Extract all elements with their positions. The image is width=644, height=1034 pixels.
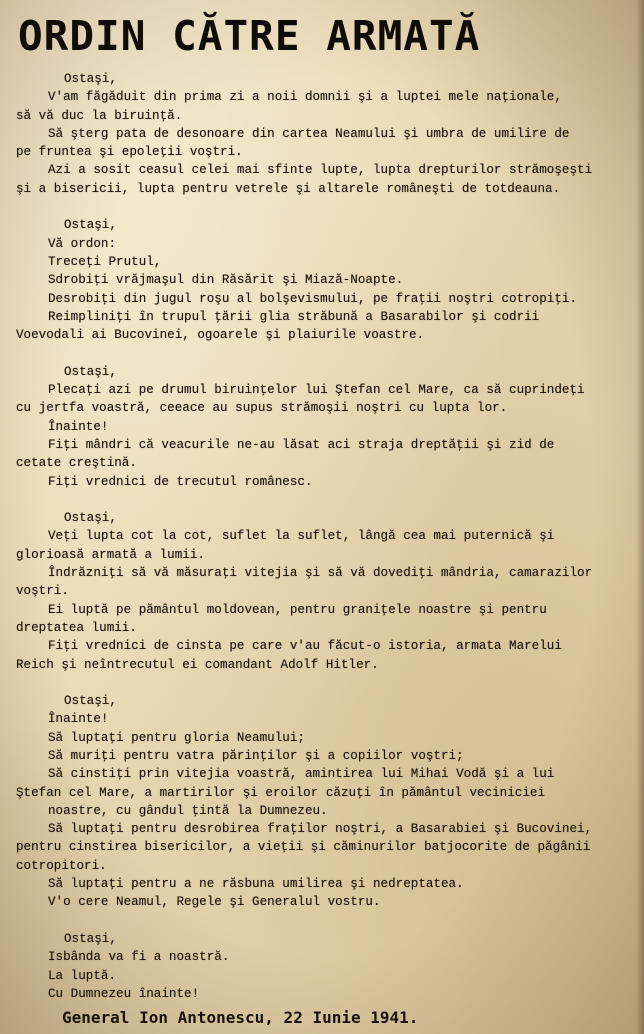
text-line: Să cinstiţi prin vitejia voastră, amintirea lui Mihai Vodă şi a lui — [48, 767, 555, 782]
document-body — [16, 70, 640, 1003]
page-title: ORDIN CĂTRE ARMATĂ — [18, 12, 481, 60]
text-line: Sdrobiţi vrăjmaşul din Răsărit şi Miază-Noapte. — [48, 273, 404, 288]
text-line: Desrobiţi din jugul roşu al bolşevismului, pe fraţii noştri cotropiţi. — [48, 291, 578, 306]
text-line: Cu Dumnezeu înainte! — [48, 986, 200, 1001]
text-line: cetate creştină. — [16, 456, 137, 471]
text-line: La luptă. — [48, 968, 117, 983]
text-line: cotropitori. — [16, 858, 107, 873]
text-line: glorioasă armată a lumii. — [16, 547, 205, 562]
text-line: noastre, cu gândul ţintă la Dumnezeu. — [48, 803, 328, 818]
paragraph — [16, 692, 640, 912]
text-line: Veţi lupta cot la cot, suflet la suflet, lângă cea mai puternică şi — [48, 529, 555, 544]
salutation: Ostaşi, — [64, 72, 117, 86]
text-line: dreptatea lumii. — [16, 620, 137, 635]
text-line: Să luptaţi pentru desrobirea fraţilor noştri, a Basarabiei şi Bucovinei, — [48, 822, 593, 837]
text-line: Să muriţi pentru vatra părinţilor şi a copiilor voştri; — [48, 748, 464, 763]
text-line: pentru cinstirea bisericilor, a vieţii şi căminurilor batjocorite de păgânii — [16, 840, 591, 855]
salutation: Ostaşi, — [64, 511, 117, 526]
text-line: cu jertfa voastră, ceeace au supus strămoşii noştri cu lupta lor. — [16, 401, 508, 416]
text-line: Fiţi vrednici de trecutul românesc. — [48, 474, 313, 489]
text-line: Îndrăzniţi să vă măsuraţi vitejia şi să vă dovediţi mândria, camarazilor — [48, 566, 593, 581]
text-line: Reimpliniţi în trupul ţării glia străbună a Basarabilor şi codrii — [48, 309, 540, 324]
text-line: V'am făgăduit din prima zi a noii domnii şi a luptei mele naţionale, — [48, 90, 562, 105]
text-line: Vă ordon: — [48, 236, 117, 251]
signature: General Ion Antonescu, 22 Iunie 1941. — [62, 1008, 419, 1027]
text-line: Să luptaţi pentru a ne răsbuna umilirea şi nedreptatea. — [48, 877, 464, 892]
text-line: Să şterg pata de desonoare din cartea Neamului şi umbra de umilire de — [48, 126, 570, 141]
text-line: şi a bisericii, lupta pentru vetrele şi altarele româneşti de totdeauna. — [16, 181, 561, 196]
salutation: Ostaşi, — [64, 694, 117, 709]
paragraph — [16, 509, 640, 674]
paragraph — [16, 363, 640, 491]
salutation: Ostaşi, — [64, 931, 117, 946]
text-line: Azi a sosit ceasul celei mai sfinte lupte, lupta drepturilor strămoşeşti — [48, 163, 593, 178]
text-line: Ştefan cel Mare, a martirilor şi eroilor căzuţi în pământul veciniciei — [16, 785, 546, 800]
paragraph — [16, 70, 640, 198]
text-line: Plecaţi azi pe drumul biruinţelor lui Ştefan cel Mare, ca să cuprindeţi — [48, 383, 585, 398]
text-line: Înainte! — [48, 419, 109, 434]
text-line: Treceţi Prutul, — [48, 254, 162, 269]
text-line: Înainte! — [48, 712, 109, 727]
text-line: Reich şi neîntrecutul ei comandant Adolf Hitler. — [16, 657, 379, 672]
text-line: Să luptaţi pentru gloria Neamului; — [48, 730, 305, 745]
text-line: Fiţi mândri că veacurile ne-au lăsat aci straja dreptăţii şi zid de — [48, 437, 555, 452]
text-line: pe fruntea şi epoleţii voştri. — [16, 145, 243, 160]
text-line: Fiţi vrednici de cinsta pe care v'au făcut-o istoria, armata Marelui — [48, 639, 562, 654]
salutation: Ostaşi, — [64, 364, 117, 379]
salutation: Ostaşi, — [64, 218, 117, 233]
text-line: V'o cere Neamul, Regele şi Generalul vostru. — [48, 895, 381, 910]
text-line: să vă duc la biruinţă. — [16, 108, 183, 123]
text-line: voştri. — [16, 584, 69, 599]
paragraph — [16, 930, 640, 1003]
text-line: Voevodali ai Bucovinei, ogoarele şi plaiurile voastre. — [16, 328, 425, 343]
page-edge-shadow — [636, 0, 644, 1034]
text-line: Ei luptă pe pământul moldovean, pentru graniţele noastre şi pentru — [48, 602, 547, 617]
text-line: Isbânda va fi a noastră. — [48, 950, 230, 965]
paragraph — [16, 216, 640, 344]
